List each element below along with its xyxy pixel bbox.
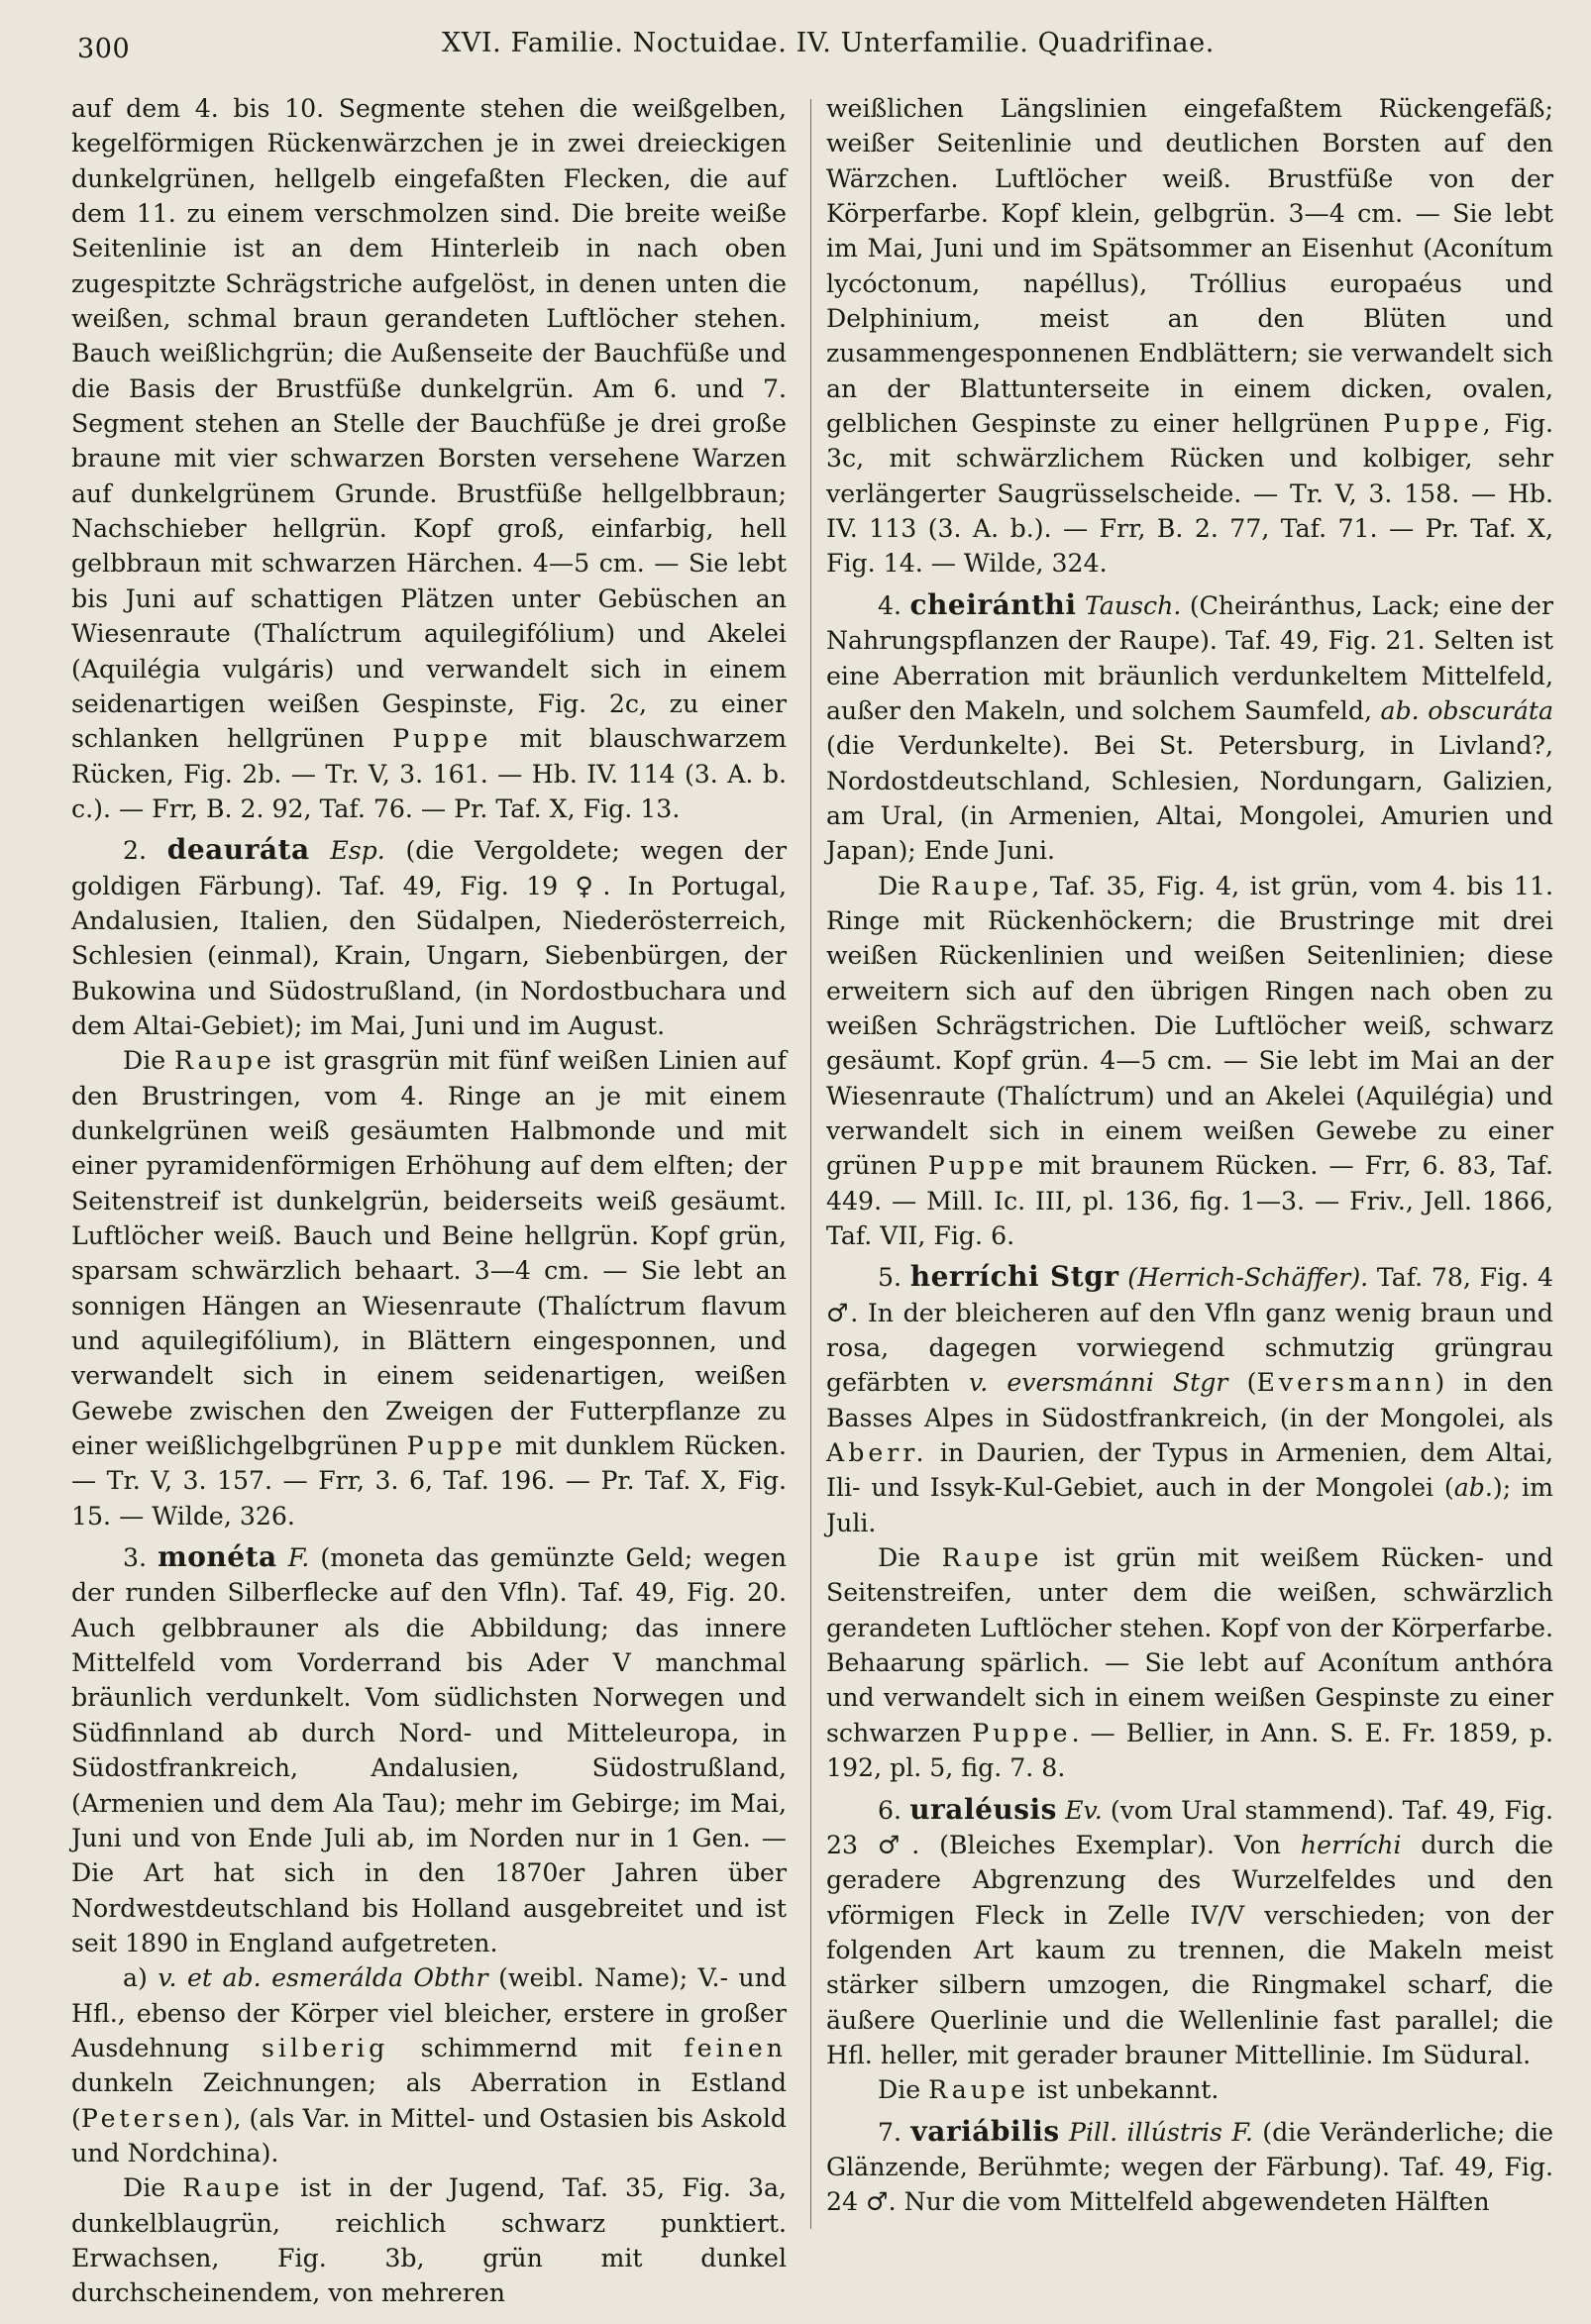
text: (weibl. Name); V.- und Hfl., ebenso der Körper viel bleicher, erstere in großer Ausdehnung bbox=[71, 1963, 787, 2062]
species-name: uraléusis bbox=[909, 1792, 1057, 1826]
species-number: 6. bbox=[878, 1795, 910, 1825]
spaced-word: Puppe bbox=[406, 1431, 506, 1461]
variety-name: v. et ab. esmerálda Obthr bbox=[158, 1963, 488, 1993]
text: ), (als Var. in Mittel- und Ostasien bis Askold und Nordchina). bbox=[71, 2103, 787, 2167]
text: Die bbox=[878, 871, 931, 900]
larva-paragraph-3 bbox=[71, 2170, 787, 2310]
species-entry-3 bbox=[71, 1539, 787, 1960]
species-author: Tausch. bbox=[1076, 590, 1182, 620]
spaced-word: Aberr. bbox=[826, 1438, 928, 1468]
right-column bbox=[826, 91, 1553, 2220]
paragraph-continued bbox=[826, 91, 1553, 581]
text: , Taf. 35, Fig. 4, ist grün, vom 4. bis 11. Ringe mit Rückenhöckern; die Brustringe mit drei weißen Rückenlinien und weißen Seitenlinien; diese erweitern sich auf den übrigen Ringen nach oben zu weißen Schrägstrichen. Die Luftlöcher weiß, schwarz gesäumt. Kopf grün. 4—5 cm. — Sie lebt im Mai an der Wiesenraute (Thalíctrum) und an Akelei (Aquilégia) und verwandelt sich in einem weißen Gewebe zu einer grünen bbox=[826, 871, 1553, 1181]
left-column bbox=[71, 91, 787, 2311]
text: , Fig. 3c, mit schwärzlichem Rücken und kolbiger, sehr verlängerter Saugrüsselscheide. — Tr. V, 3. 158. — Hb. IV. 113 (3. A. b.). — Frr, B. 2. 77, Taf. 71. — Pr. Taf. X, Fig. 14. — Wilde, 324. bbox=[826, 409, 1553, 579]
species-number: 2. bbox=[123, 836, 167, 866]
text: Die bbox=[123, 2173, 183, 2203]
spaced-word: Raupe bbox=[930, 871, 1032, 900]
larva-paragraph-2 bbox=[71, 1043, 787, 1533]
text: Die bbox=[878, 2075, 929, 2105]
spaced-word: Raupe bbox=[928, 2075, 1029, 2105]
text: Taf. 78, Fig. 4 ♂. In der bleicheren auf den Vfln ganz wenig braun und rosa, dagegen vorwiegend schmutzig grüngrau gefärbten bbox=[826, 1263, 1554, 1398]
spaced-word: Puppe bbox=[927, 1151, 1028, 1181]
column-divider bbox=[810, 99, 811, 2229]
species-name: variábilis bbox=[910, 2114, 1060, 2148]
species-reference: herríchi bbox=[1300, 1830, 1402, 1859]
text: Die bbox=[123, 1046, 175, 1076]
text: (moneta das gemünzte Geld; wegen der runden Silberflecke auf den Vfln). Taf. 49, Fig. 20. Auch gelbbrauner als die Abbildung; das innere Mittelfeld vom Vorderrand bis Ader V manchmal bräunlich verdunkelt. Vom südlichsten Norwegen und Südfinnland ab durch Nord- und Mitteleuropa, in Südostfrankreich, Andalusien, Südostrußland, (Armenien und dem Ala Tau); mehr im Gebirge; im Mai, Juni und von Ende Juli ab, im Norden nur in 1 Gen. — Die Art hat sich in den 1870er Jahren über Nordwestdeutschland bis Holland ausgebreitet und ist seit 1890 in England aufgetreten. bbox=[71, 1543, 787, 1957]
species-entry-4 bbox=[826, 587, 1553, 869]
paragraph-continued bbox=[71, 91, 787, 826]
spaced-word: Raupe bbox=[941, 1543, 1043, 1573]
species-name: herríchi Stgr bbox=[909, 1260, 1119, 1294]
aberration-abbrev: ab. bbox=[1453, 1473, 1493, 1503]
species-entry-6 bbox=[826, 1792, 1553, 2073]
aberration-name: ab. obscuráta bbox=[1380, 695, 1553, 725]
text: in Daurien, der Typus in Armenien, dem Altai, Ili- und Issyk-Kul-Gebiet, auch in der Mongolei ( bbox=[826, 1438, 1553, 1503]
spaced-word: Petersen bbox=[80, 2103, 224, 2133]
text: mit braunem Rücken. — Frr, 6. 83, Taf. 449. — Mill. Ic. III, pl. 136, fig. 1—3. — Friv., Jell. 1866, Taf. VII, Fig. 6. bbox=[826, 1151, 1553, 1250]
text: (vom Ural stammend). Taf. 49, Fig. 23 ♂. (Bleiches Exemplar). Von bbox=[826, 1795, 1553, 1859]
text: . — Bellier, in Ann. S. E. Fr. 1859, p. 192, pl. 5, fig. 7. 8. bbox=[826, 1718, 1553, 1783]
species-entry-2 bbox=[71, 832, 787, 1043]
text: dunkeln Zeichnungen; als Aberration in Estland ( bbox=[71, 2068, 787, 2133]
species-number: 3. bbox=[123, 1543, 159, 1573]
text: ist in der Jugend, Taf. 35, Fig. 3a, dunkelblaugrün, reichlich schwarz punktiert. Erwachsen, Fig. 3b, grün mit dunkel durchscheinendem, von mehreren bbox=[71, 2173, 787, 2308]
text: a) bbox=[123, 1963, 159, 1993]
text: (die Veränderliche; die Glänzende, Berühmte; wegen der Färbung). Taf. 49, Fig. 24 ♂. Nur die vom Mittelfeld abgewendeten Hälften bbox=[826, 2117, 1554, 2217]
text: (die Verdunkelte). Bei St. Petersburg, in Livland?, Nordostdeutschland, Schlesien, Nordungarn, Galizien, am Ural, (in Armenien, Altai, Mongolei, Amurien und Japan); Ende Juni. bbox=[826, 731, 1553, 866]
page-header bbox=[77, 26, 1563, 65]
running-title: XVI. Familie. Noctuidae. IV. Unterfamilie. Quadrifinae. bbox=[442, 28, 1215, 58]
spaced-word: Puppe bbox=[1383, 409, 1483, 439]
text: mit dunklem Rücken. — Tr. V, 3. 157. — Frr, 3. 6, Taf. 196. — Pr. Taf. X, Fig. 15. — Wilde, 326. bbox=[71, 1431, 787, 1531]
text: ); im Juli. bbox=[826, 1473, 1553, 1537]
variety-paragraph-3a bbox=[71, 1960, 787, 2170]
species-author: (Herrich-Schäffer). bbox=[1118, 1263, 1369, 1293]
text: schimmernd mit bbox=[388, 2033, 685, 2062]
spaced-word: Puppe bbox=[972, 1718, 1072, 1747]
species-name: cheiránthi bbox=[909, 587, 1077, 621]
text: auf dem 4. bis 10. Segmente stehen die weißgelben, kegelförmigen Rückenwärzchen je in zwei dreieckigen dunkelgrünen, hellgelb eingefaßten Flecken, die auf dem 11. zu einem verschmolzen sind. Die breite weiße Seitenlinie ist an dem Hinterleib in nach oben zugespitzte Schrägstriche aufgelöst, in denen unten die weißen, schmal braun gerandeten Luftlöcher stehen. Bauch weißlichgrün; die Außenseite der Bauchfüße und die Basis der Brustfüße dunkelgrün. Am 6. und 7. Segment stehen an Stelle der Bauchfüße je drei große braune mit vier schwarzen Borsten versehene Warzen auf dunkelgrünem Grunde. Brustfüße hellgelbbraun; Nachschieber hellgrün. Kopf groß, einfarbig, hell gelbbraun mit schwarzen Härchen. 4—5 cm. — Sie lebt bis Juni auf schattigen Plätzen unter Gebüschen an Wiesenraute (Thalíctrum aquilegifólium) und Akelei (Aquilégia vulgáris) und verwandelt sich in einem seidenartigen weißen Gespinste, Fig. 2c, zu einer schlanken hellgrünen bbox=[71, 94, 787, 754]
text: mit blauschwarzem Rücken, Fig. 2b. — Tr. V, 3. 161. — Hb. IV. 114 (3. A. b. c.). — Frr, B. 2. 92, Taf. 76. — Pr. Taf. X, Fig. 13. bbox=[71, 724, 787, 823]
text: durch die geradere Abgrenzung des Wurzelfeldes und den bbox=[826, 1830, 1553, 1895]
text: ist grün mit weißem Rücken- und Seitenstreifen, unter dem die weißen, schwärzlich gerandeten Luftlöcher stehen. Kopf von der Körperfarbe. Behaarung spärlich. — Sie lebt auf Aconítum anthóra und verwandelt sich in einem weißen Gespinste zu einer schwarzen bbox=[826, 1543, 1553, 1747]
text: ist unbekannt. bbox=[1028, 2075, 1220, 2105]
larva-paragraph-4 bbox=[826, 869, 1553, 1254]
species-number: 7. bbox=[878, 2117, 911, 2147]
species-number: 4. bbox=[878, 590, 910, 620]
species-name: monéta bbox=[158, 1540, 277, 1574]
text: förmigen Fleck in Zelle IV/V verschieden; von der folgenden Art kaum zu trennen, die Makeln meist stärker silbern umzogen, die Ringmakel scharf, die äußere Querlinie und die Wellenlinie fast parallel; die Hfl. heller, mit gerader brauner Mittellinie. Im Südural. bbox=[826, 1900, 1553, 2069]
species-author: Pill. illústris F. bbox=[1059, 2117, 1253, 2147]
species-name: deauráta bbox=[166, 833, 310, 867]
species-entry-7 bbox=[826, 2114, 1553, 2220]
text: ) in den Basses Alpes in Südostfrankreich, (in der Mongolei, als bbox=[826, 1368, 1553, 1432]
spaced-word: Raupe bbox=[182, 2173, 284, 2203]
text: ist grasgrün mit fünf weißen Linien auf den Brustringen, vom 4. Ringe an je mit einem dunkelgrünen weiß gesäumten Halbmonde und mit einer pyramidenförmigen Erhöhung auf dem elften; der Seitenstreif ist dunkelgrün, beiderseits weiß gesäumt. Luftlöcher weiß. Bauch und Beine hellgrün. Kopf grün, sparsam schwärzlich behaart. 3—4 cm. — Sie lebt an sonnigen Hängen an Wiesenraute (Thalíctrum flavum und aquilegifólium), in Blättern eingesponnen, und verwandelt sich in einem seidenartigen, weißen Gewebe zwischen den Zweigen der Futterpflanze zu einer weißlichgelbgrünen bbox=[71, 1046, 787, 1461]
spaced-word: feinen bbox=[684, 2033, 788, 2062]
spaced-word: Puppe bbox=[392, 724, 492, 754]
variety-name: v. eversmánni Stgr bbox=[968, 1368, 1228, 1398]
text: Die bbox=[878, 1543, 942, 1573]
species-author: F. bbox=[276, 1543, 310, 1573]
spaced-word: Eversmann bbox=[1256, 1368, 1435, 1398]
larva-paragraph-5 bbox=[826, 1540, 1553, 1785]
species-author: Esp. bbox=[309, 836, 385, 866]
spaced-word: Raupe bbox=[174, 1046, 275, 1076]
species-author: Ev. bbox=[1056, 1795, 1103, 1825]
species-number: 5. bbox=[878, 1263, 910, 1293]
text: ( bbox=[1227, 1368, 1257, 1398]
text: (Cheiránthus, Lack; eine der Nahrungspflanzen der Raupe). Taf. 49, Fig. 21. Selten ist eine Aberration mit bräunlich verdunkeltem Mittelfeld, außer den Makeln, und solchem Saumfeld, bbox=[826, 590, 1554, 725]
text: (die Vergoldete; wegen der goldigen Färbung). Taf. 49, Fig. 19 ♀. In Portugal, Andalusien, Italien, den Südalpen, Niederösterreich, Schlesien (einmal), Krain, Ungarn, Siebenbürgen, der Bukowina und Südostrußland, (in Nordostbuchara und dem Altai-Gebiet); im Mai, Juni und im August. bbox=[71, 836, 788, 1040]
italic-letter: v bbox=[826, 1900, 841, 1930]
page-number: 300 bbox=[77, 34, 131, 64]
text: weißlichen Längslinien eingefaßtem Rückengefäß; weißer Seitenlinie und deutlichen Borsten auf den Wärzchen. Luftlöcher weiß. Brustfüße von der Körperfarbe. Kopf klein, gelbgrün. 3—4 cm. — Sie lebt im Mai, Juni und im Spätsommer an Eisenhut (Aconítum lycóctonum, napéllus), Tróllius europaéus und Delphinium, meist an den Blüten und zusammengesponnenen Endblättern; sie verwandelt sich an der Blattunterseite in einem dicken, ovalen, gelblichen Gespinste zu einer hellgrünen bbox=[826, 94, 1553, 439]
larva-paragraph-6 bbox=[826, 2072, 1553, 2107]
species-entry-5 bbox=[826, 1259, 1553, 1540]
spaced-word: silberig bbox=[261, 2033, 389, 2062]
